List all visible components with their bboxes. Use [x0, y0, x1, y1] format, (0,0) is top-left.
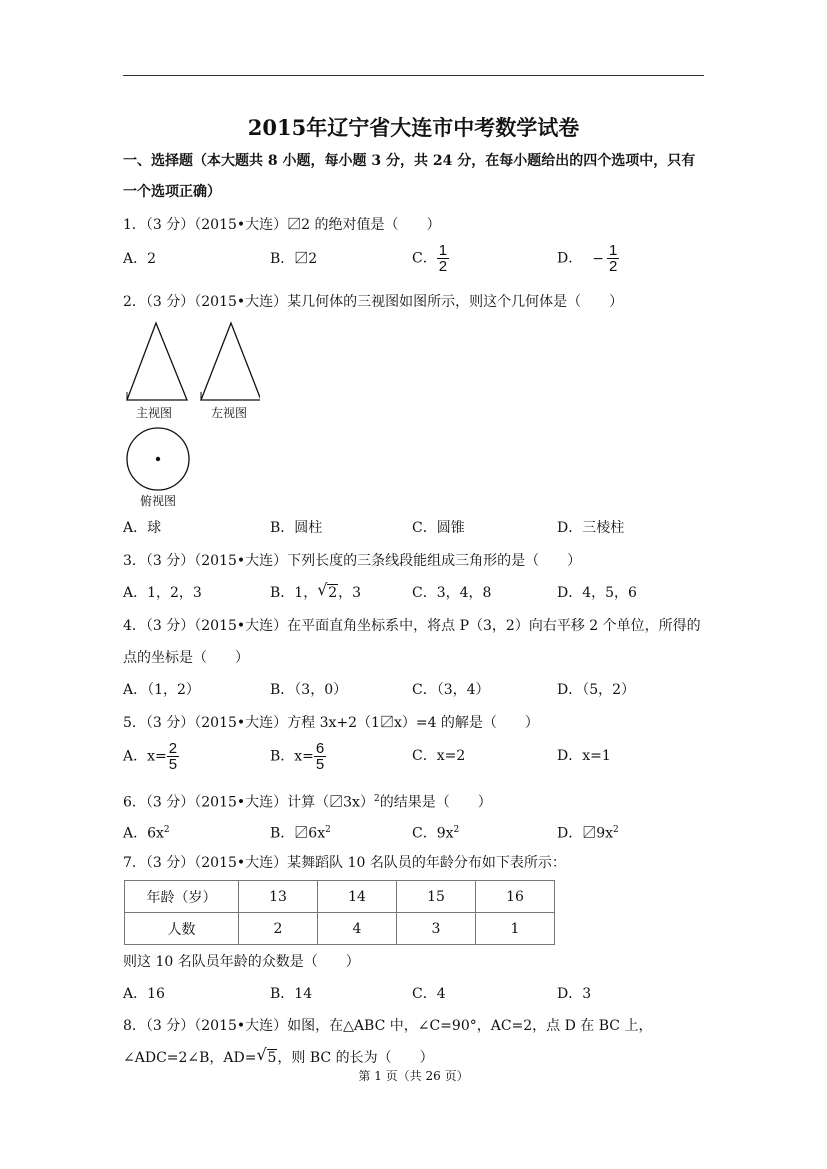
radicand: 2 — [328, 585, 338, 601]
table-cell: 1 — [476, 913, 555, 945]
q5-option-b-fraction — [314, 741, 326, 772]
section-heading-line1: 一、选择题（本大题共 8 小题，每小题 3 分，共 24 分，在每小题给出的四个选项中，只有 — [123, 153, 696, 169]
table-cell: 4 — [318, 913, 397, 945]
q3-option-c: C．3，4，8 — [412, 585, 492, 601]
q6-option-d-text: D．〼9x — [557, 825, 614, 842]
q6-stem — [123, 789, 492, 813]
q6-option-b-text: B．〼6x — [270, 825, 326, 842]
q5-option-a-prefix: A．x= — [123, 748, 167, 765]
header-rule — [123, 75, 704, 76]
table-cell: 14 — [318, 881, 397, 913]
top-view-center-dot — [156, 457, 160, 461]
q1-option-c-fraction — [437, 243, 449, 274]
fraction-numerator: 6 — [315, 740, 325, 757]
q2-stem: 2．（3 分）（2015•大连）某几何体的三视图如图所示，则这个几何体是（ ） — [123, 294, 624, 310]
q6-option-d — [557, 820, 619, 844]
q3-option-b-suffix: ，3 — [338, 585, 362, 601]
fraction-numerator: 1 — [438, 242, 448, 259]
front-view-triangle — [127, 323, 187, 400]
sqrt-expression — [317, 580, 338, 603]
q1-option-d-prefix: D． — [557, 250, 583, 267]
q2-option-c: C．圆锥 — [412, 520, 465, 536]
q5-option-a — [123, 741, 179, 772]
front-view-label: 主视图 — [136, 406, 173, 420]
table-cell: 人数 — [125, 913, 239, 945]
q1-option-b: B．〼2 — [270, 251, 318, 267]
q1-option-d — [557, 243, 619, 274]
q1-option-d-fraction — [607, 243, 619, 274]
q5-option-a-fraction — [167, 741, 179, 772]
q4-option-d: D．（5，2） — [557, 682, 636, 698]
q7-stem: 7．（3 分）（2015•大连）某舞蹈队 10 名队员的年龄分布如下表所示： — [123, 855, 566, 871]
exponent: 2 — [453, 825, 460, 835]
fraction-numerator: 2 — [168, 740, 178, 757]
table-row — [125, 881, 555, 913]
q6-stem-end: 的结果是（ ） — [379, 794, 492, 811]
q4-stem-line1: 4．（3 分）（2015•大连）在平面直角坐标系中，将点 P（3，2）向右平移 2 个单位，所得的 — [123, 618, 701, 634]
exponent: 2 — [163, 825, 170, 835]
table-cell: 16 — [476, 881, 555, 913]
q5-option-d: D．x=1 — [557, 748, 611, 764]
q8-stem-line2 — [123, 1045, 434, 1068]
q6-option-b — [270, 820, 331, 844]
q7-option-a: A．16 — [123, 986, 165, 1002]
q1-option-c-prefix: C． — [412, 250, 437, 267]
q8-stem-line2-prefix: ∠ADC=2∠B，AD= — [123, 1050, 257, 1066]
q7-follow-up: 则这 10 名队员年龄的众数是（ ） — [123, 954, 360, 970]
q3-option-b — [270, 580, 362, 603]
q1-stem: 1．（3 分）（2015•大连）〼2 的绝对值是（ ） — [123, 217, 441, 233]
q6-stem-exponent: 2 — [373, 794, 380, 804]
q5-option-b-prefix: B．x= — [270, 748, 314, 765]
fraction-denominator: 5 — [168, 756, 178, 773]
left-view-triangle — [201, 323, 260, 400]
q3-stem: 3．（3 分）（2015•大连）下列长度的三条线段能组成三角形的是（ ） — [123, 553, 582, 569]
table-cell: 3 — [397, 913, 476, 945]
q6-option-a — [123, 820, 170, 844]
radical-sign-icon: √ — [256, 1045, 267, 1064]
q1-option-a: A．2 — [123, 251, 157, 267]
q4-option-a: A．（1，2） — [123, 682, 200, 698]
q2-option-a: A．球 — [123, 520, 162, 536]
q5-option-c: C．x=2 — [412, 748, 466, 764]
q3-option-d: D．4，5，6 — [557, 585, 637, 601]
left-view-label: 左视图 — [211, 406, 248, 420]
page-footer: 第 1 页（共 26 页） — [358, 1069, 469, 1083]
q5-option-b — [270, 741, 326, 772]
q4-option-c: C．（3，4） — [412, 682, 490, 698]
exponent: 2 — [325, 825, 331, 835]
table-cell: 年龄（岁） — [125, 881, 239, 913]
q7-option-d: D．3 — [557, 986, 592, 1002]
fraction-numerator: 1 — [608, 242, 618, 259]
section-heading-line2: 一个选项正确） — [123, 184, 221, 200]
q1-option-c — [412, 243, 449, 274]
fraction-denominator: 5 — [315, 756, 325, 773]
q4-option-b: B．（3，0） — [270, 682, 348, 698]
q4-stem-line2: 点的坐标是（ ） — [123, 650, 249, 666]
top-view-label: 俯视图 — [140, 494, 177, 508]
radical-sign-icon: √ — [317, 580, 328, 599]
q7-option-b: B．14 — [270, 986, 313, 1002]
fraction-denominator: 2 — [438, 258, 448, 275]
q6-option-c — [412, 820, 459, 844]
exponent: 2 — [613, 825, 619, 835]
table-cell: 15 — [397, 881, 476, 913]
table-row — [125, 913, 555, 945]
sqrt-expression — [256, 1045, 278, 1068]
q6-option-c-text: C．9x — [412, 825, 454, 842]
q7-option-c: C．4 — [412, 986, 446, 1002]
table-cell: 2 — [239, 913, 318, 945]
q3-option-a: A．1，2，3 — [123, 585, 202, 601]
q6-option-a-text: A．6x — [123, 825, 164, 842]
q5-stem: 5．（3 分）（2015•大连）方程 3x+2（1〼x）=4 的解是（ ） — [123, 715, 539, 731]
radicand: 5 — [267, 1050, 277, 1066]
q8-stem-line2-suffix: ，则 BC 的长为（ ） — [277, 1050, 434, 1066]
q6-stem-text: 6．（3 分）（2015•大连）计算（〼3x） — [123, 794, 374, 811]
q8-stem-line1: 8．（3 分）（2015•大连）如图，在△ABC 中，∠C=90°，AC=2，点 D 在 BC 上， — [123, 1018, 653, 1034]
q2-option-d: D．三棱柱 — [557, 520, 625, 536]
q3-option-b-prefix: B．1， — [270, 585, 318, 601]
fraction-denominator: 2 — [608, 258, 618, 275]
age-distribution-table — [124, 880, 555, 945]
q2-option-b: B．圆柱 — [270, 520, 323, 536]
table-cell: 13 — [239, 881, 318, 913]
page-title: 2015年辽宁省大连市中考数学试卷 — [247, 115, 580, 140]
minus-sign: − — [592, 250, 604, 267]
